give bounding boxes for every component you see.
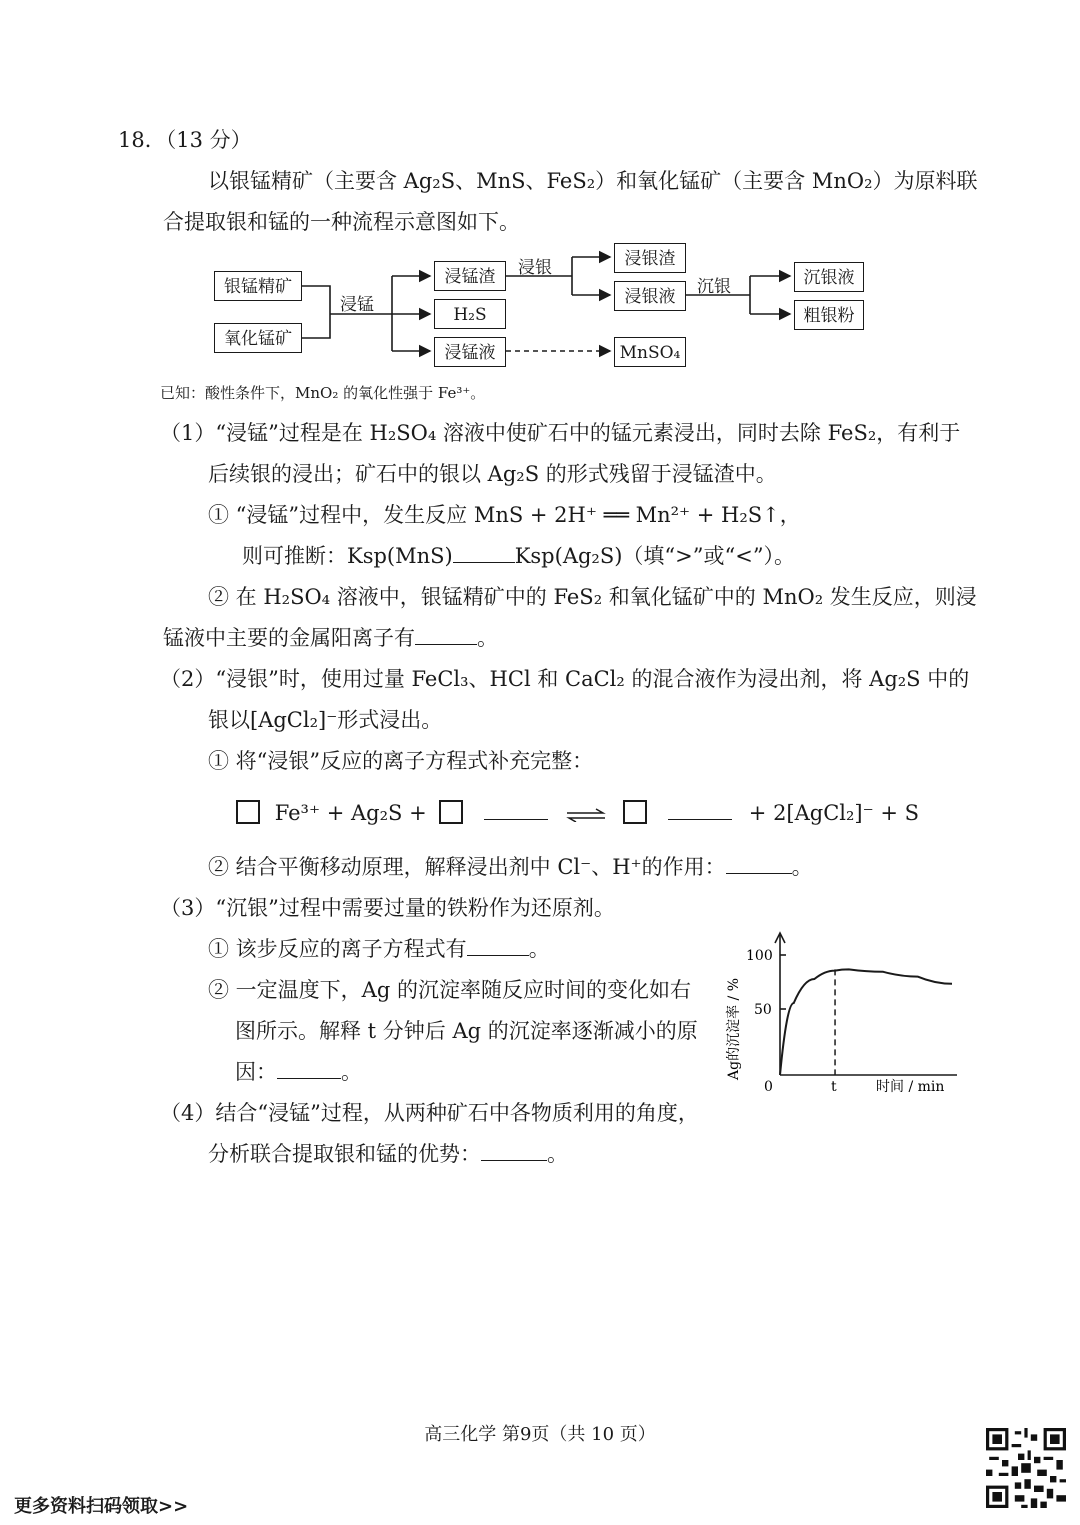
- part1-q1-fill: [242, 542, 795, 570]
- answer-blank-product[interactable]: [668, 801, 732, 820]
- answer-blank-cations[interactable]: [415, 626, 477, 645]
- x-origin-label: 0: [764, 1079, 773, 1095]
- part2-q2-suffix: 。: [791, 855, 813, 879]
- part3-text: （3）“沉银”过程中需要过量的铁粉作为还原剂。: [160, 896, 615, 920]
- x-axis-label: 时间 / min: [876, 1079, 945, 1095]
- part1-q2-prefix: 锰液中主要的金属阳离子有: [163, 626, 415, 650]
- series-line: [780, 969, 952, 1075]
- flow-box-mn-liquid: 浸锰液: [434, 337, 506, 367]
- part3-q2-suffix: 。: [341, 1060, 362, 1084]
- part2-text: （2）“浸银”时，使用过量 FeCl₃、HCl 和 CaCl₂ 的混合液作为浸出剂，将 Ag₂S 中的: [160, 667, 970, 691]
- flow-label-precipitate-ag: 沉银: [697, 277, 731, 297]
- coefficient-box-2[interactable]: [439, 800, 463, 824]
- part2-q2-prefix: ② 结合平衡移动原理，解释浸出剂中 Cl⁻、H⁺的作用：: [208, 855, 726, 879]
- flow-box-ag-residue: 浸银渣: [614, 243, 686, 273]
- part3-q2-fill: [235, 1058, 362, 1086]
- intro-text-cont: 合提取银和锰的一种流程示意图如下。: [163, 210, 520, 234]
- coefficient-box-1[interactable]: [236, 800, 260, 824]
- part2-q1: ① 将“浸银”反应的离子方程式补充完整：: [208, 749, 594, 773]
- part1-q2-fill: [163, 624, 498, 652]
- y-tick-label-50: 50: [754, 1002, 772, 1018]
- precipitation-rate-chart: [712, 925, 972, 1105]
- equilibrium-arrow-icon: [565, 808, 607, 822]
- question-number: 18．（13 分）: [118, 128, 252, 152]
- flow-box-mnso4: MnSO₄: [614, 337, 686, 367]
- flow-box-ag-filtrate: 沉银液: [794, 262, 864, 292]
- equation-products: + 2[AgCl₂]⁻ + S: [748, 801, 920, 825]
- answer-blank-reactant[interactable]: [484, 801, 548, 820]
- flow-box-silver-manganese-ore: 银锰精矿: [214, 271, 302, 301]
- part2-q2: [208, 853, 813, 881]
- equation-reactants: Fe³⁺ + Ag₂S +: [274, 801, 427, 825]
- part4-text: （4）结合“浸锰”过程，从两种矿石中各物质利用的角度，: [160, 1101, 699, 1125]
- y-tick-label-100: 100: [746, 948, 773, 964]
- x-tick-label-t: t: [831, 1079, 837, 1095]
- answer-blank-ion-role[interactable]: [726, 855, 792, 874]
- ionic-equation: [236, 799, 919, 827]
- part3-q2-cont: 图所示。解释 t 分钟后 Ag 的沉淀率逐渐减小的原: [235, 1019, 698, 1043]
- part3-q2-prefix: 因：: [235, 1060, 277, 1084]
- part1-q1-prefix: 则可推断：Ksp(MnS): [242, 544, 453, 568]
- part1-q2-suffix: 。: [477, 626, 498, 650]
- coefficient-box-3[interactable]: [623, 800, 647, 824]
- answer-blank-advantage[interactable]: [481, 1142, 547, 1161]
- promo-text[interactable]: 更多资料扫码领取>>: [14, 1496, 189, 1517]
- flow-box-ag-liquid: 浸银液: [614, 281, 686, 311]
- qr-code-icon[interactable]: [986, 1428, 1066, 1508]
- part4-fill: [208, 1140, 568, 1168]
- part4-prefix: 分析联合提取银和锰的优势：: [208, 1142, 481, 1166]
- part3-q1: [208, 935, 550, 963]
- part4-suffix: 。: [547, 1142, 568, 1166]
- intro-text: 以银锰精矿（主要含 Ag₂S、MnS、FeS₂）和氧化锰矿（主要含 MnO₂）为原料联: [208, 169, 978, 193]
- flow-arrows: [0, 0, 1080, 380]
- known-condition: 已知：酸性条件下，MnO₂ 的氧化性强于 Fe³⁺。: [160, 384, 486, 402]
- chart-svg: [712, 925, 972, 1105]
- part3-q1-suffix: 。: [528, 937, 550, 961]
- answer-blank-ionic-eq[interactable]: [467, 937, 529, 956]
- part2-text-cont: 银以[AgCl₂]⁻形式浸出。: [208, 708, 443, 732]
- part3-q2: ② 一定温度下，Ag 的沉淀率随反应时间的变化如右: [208, 978, 691, 1002]
- flow-box-crude-ag-powder: 粗银粉: [794, 300, 864, 330]
- flow-label-leach-mn: 浸锰: [340, 295, 374, 315]
- flow-box-manganese-oxide-ore: 氧化锰矿: [214, 323, 302, 353]
- y-axis-label: Ag的沉淀率 / %: [726, 978, 742, 1080]
- answer-blank-reason[interactable]: [277, 1060, 341, 1079]
- part3-q1-prefix: ① 该步反应的离子方程式有: [208, 937, 467, 961]
- flow-box-mn-residue: 浸锰渣: [434, 261, 506, 291]
- part1-q1-suffix: Ksp(Ag₂S)（填“>”或“<”）。: [514, 544, 796, 568]
- part1-text-cont: 后续银的浸出；矿石中的银以 Ag₂S 的形式残留于浸锰渣中。: [208, 462, 777, 486]
- part1-q2: ② 在 H₂SO₄ 溶液中，银锰精矿中的 FeS₂ 和氧化锰矿中的 MnO₂ 发生反应，则浸: [208, 585, 977, 609]
- answer-blank-ksp[interactable]: [453, 544, 515, 563]
- flow-box-h2s: H₂S: [434, 299, 506, 329]
- page-footer: 高三化学 第9页（共 10 页）: [424, 1424, 656, 1445]
- part1-q1: ① “浸锰”过程中，发生反应 MnS + 2H⁺ ══ Mn²⁺ + H₂S↑，: [208, 503, 801, 527]
- flow-label-leach-ag: 浸银: [518, 258, 552, 278]
- part1-text: （1）“浸锰”过程是在 H₂SO₄ 溶液中使矿石中的锰元素浸出，同时去除 FeS₂，有利于: [160, 421, 961, 445]
